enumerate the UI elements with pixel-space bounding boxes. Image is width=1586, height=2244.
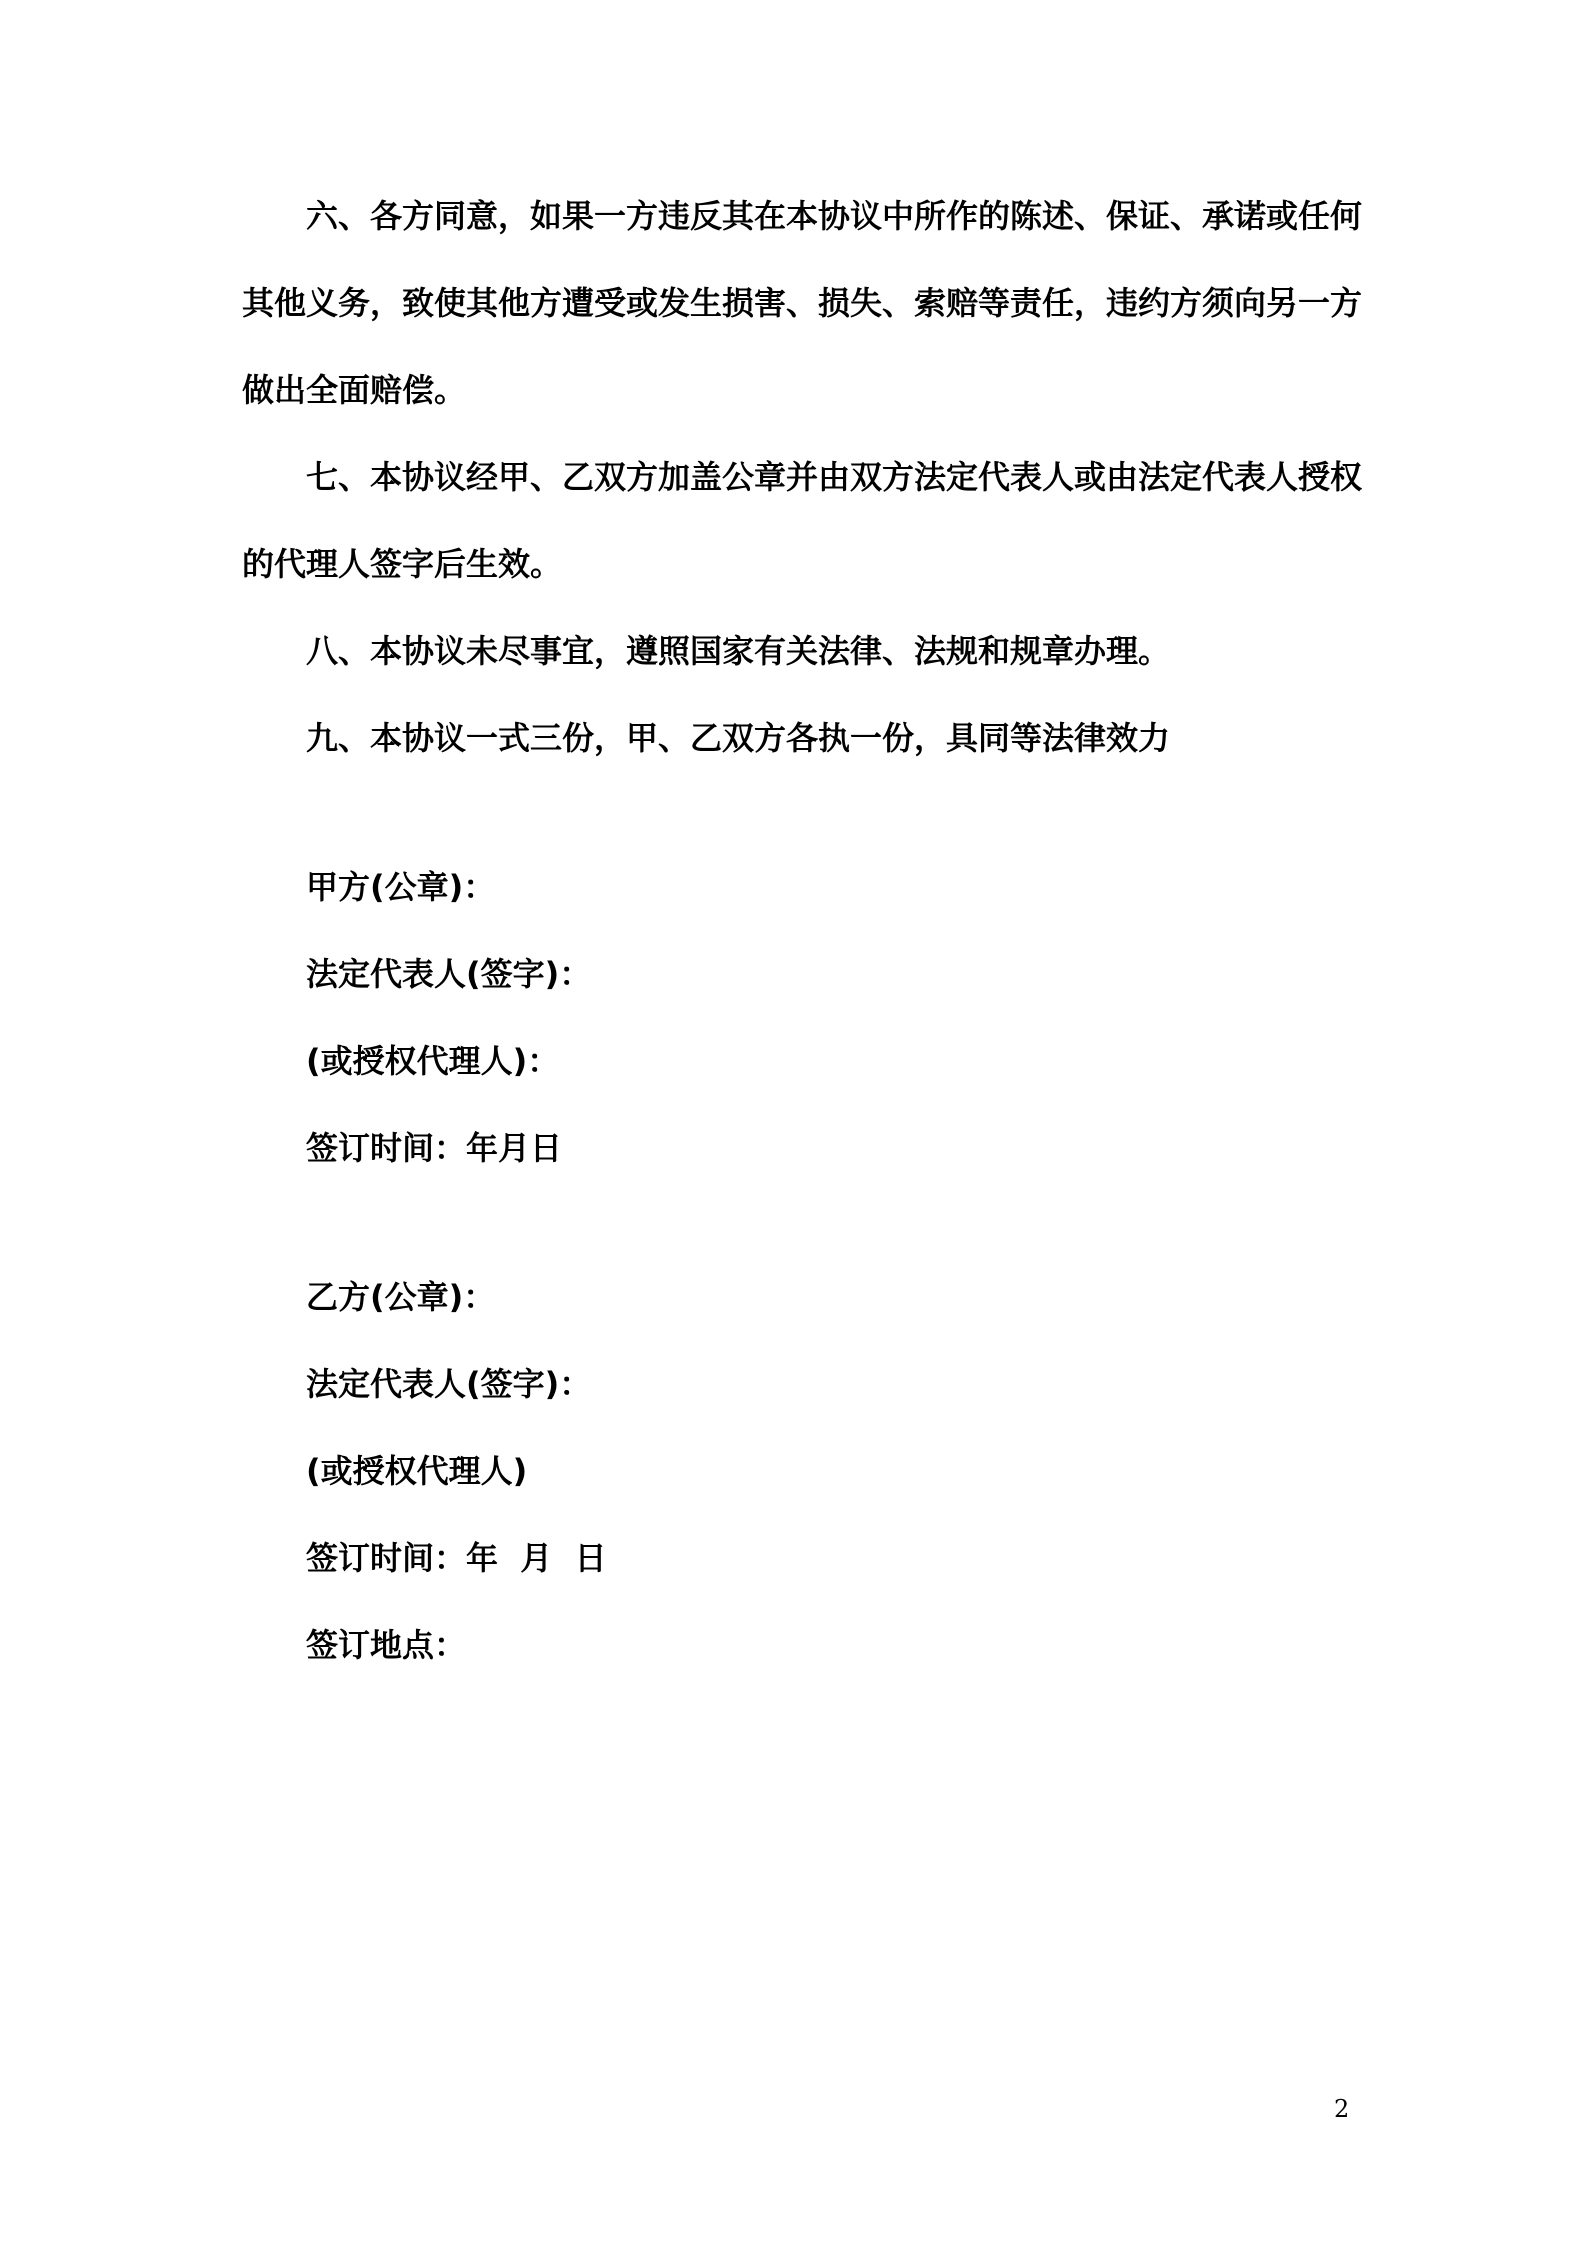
- clause-eight-line-1: 八、本协议未尽事宜，遵照国家有关法律、法规和规章办理。: [306, 632, 1171, 670]
- party-b-seal-label: 乙方(公章)：: [306, 1278, 496, 1316]
- party-b-agent-label: (或授权代理人): [306, 1452, 528, 1490]
- party-b-date-label: 签订时间：年 月 日: [306, 1539, 607, 1577]
- clause-seven-line-2: 的代理人签字后生效。: [242, 545, 563, 583]
- clause-six-line-2: 其他义务，致使其他方遭受或发生损害、损失、索赔等责任，违约方须向另一方: [242, 284, 1363, 322]
- clause-six-line-3: 做出全面赔偿。: [242, 371, 467, 409]
- clause-six-line-1: 六、各方同意，如果一方违反其在本协议中所作的陈述、保证、承诺或任何: [306, 197, 1363, 235]
- party-b-place-label: 签订地点：: [306, 1626, 467, 1664]
- party-a-agent-label: (或授权代理人)：: [306, 1042, 560, 1080]
- party-b-legal-rep-label: 法定代表人(签字)：: [306, 1365, 592, 1403]
- party-a-legal-rep-label: 法定代表人(签字)：: [306, 955, 592, 993]
- clause-nine-line-1: 九、本协议一式三份，甲、乙双方各执一份，具同等法律效力: [306, 719, 1171, 757]
- clause-seven-line-1: 七、本协议经甲、乙双方加盖公章并由双方法定代表人或由法定代表人授权: [306, 458, 1363, 496]
- party-a-seal-label: 甲方(公章)：: [306, 868, 496, 906]
- party-a-date-label: 签订时间：年月日: [306, 1129, 563, 1167]
- page-number: 2: [1334, 2095, 1350, 2123]
